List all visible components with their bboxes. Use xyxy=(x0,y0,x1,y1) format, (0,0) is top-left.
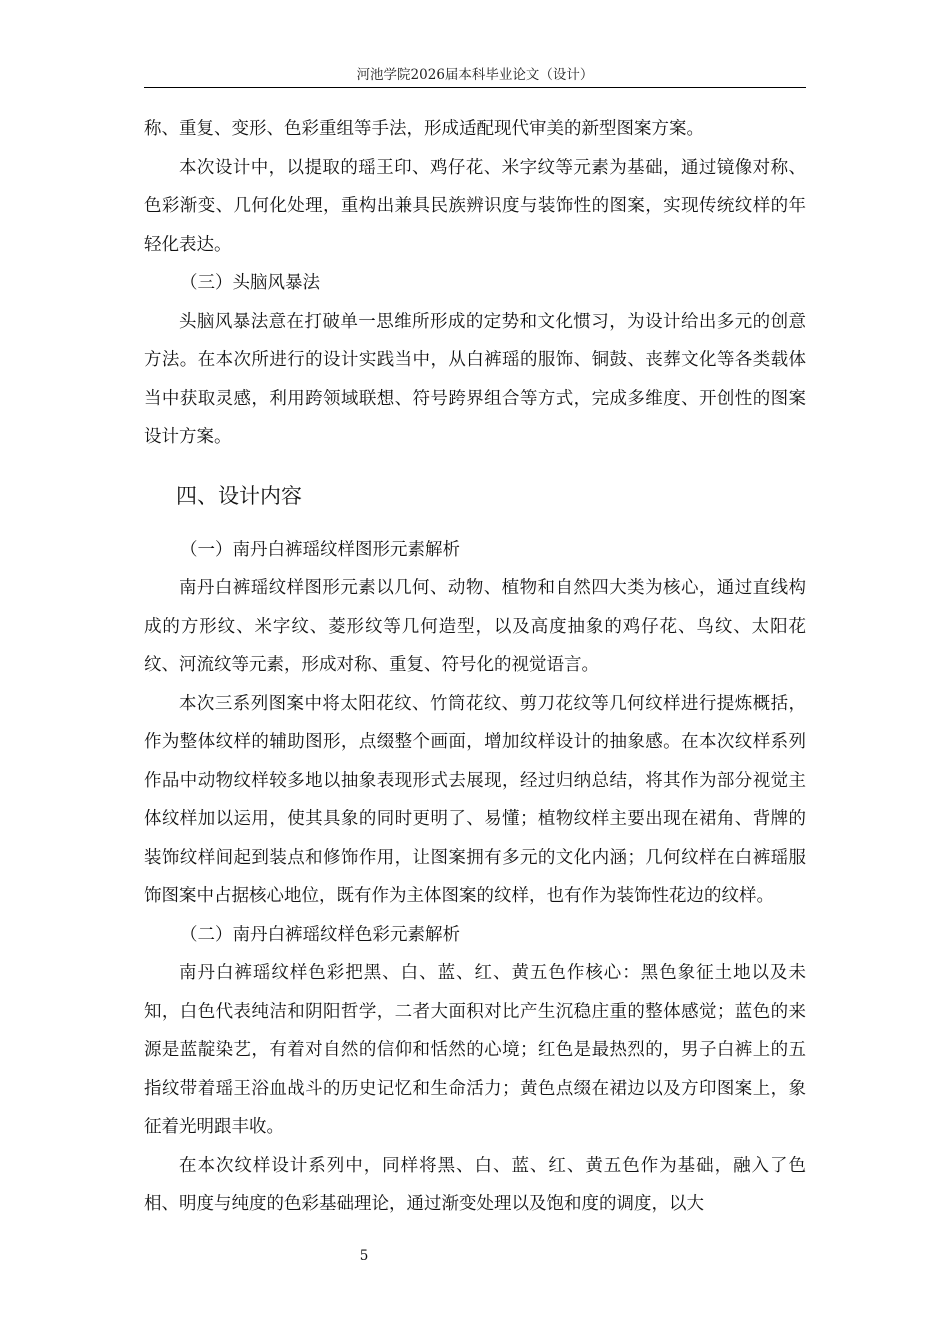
header-divider xyxy=(144,87,806,88)
page-number: 5 xyxy=(359,1248,369,1264)
subheading-graphic-elements: （一）南丹白裤瑶纹样图形元素解析 xyxy=(180,539,460,560)
paragraph-brainstorming: 头脑风暴法意在打破单一思维所形成的定势和文化惯习，为设计给出多元的创意方法。在本次所进行的设计实践当中，从白裤瑶的服饰、铜鼓、丧葬文化等各类载体当中获取灵感，利用跨领域联想、符号跨界组合等方式，完成多维度、开创性的图案设计方案。 xyxy=(144,311,806,447)
section-title-design-content: 四、设计内容 xyxy=(176,483,302,508)
paragraph-continuation: 称、重复、变形、色彩重组等手法，形成适配现代审美的新型图案方案。 xyxy=(144,119,704,139)
paragraph-series-patterns: 本次三系列图案中将太阳花纹、竹筒花纹、剪刀花纹等几何纹样进行提炼概括，作为整体纹样的辅助图形，点缀整个画面，增加纹样设计的抽象感。在本次纹样系列作品中动物纹样较多地以抽象表现形式去展现，经过归纳总结，将其作为部分视觉主体纹样加以运用，使其具象的同时更明了、易懂；植物纹样主要出现在裙角、背牌的装饰纹样间起到装点和修饰作用，让图案拥有多元的文化内涵；几何纹样在白裤瑶服饰图案中占据核心地位，既有作为主体图案的纹样，也有作为装饰性花边的纹样。 xyxy=(144,693,806,906)
subheading-color-elements: （二）南丹白裤瑶纹样色彩元素解析 xyxy=(180,924,460,945)
page-body xyxy=(144,110,806,1224)
paragraph-color-elements: 南丹白裤瑶纹样色彩把黑、白、蓝、红、黄五色作核心：黑色象征土地以及未知，白色代表纯洁和阴阳哲学，二者大面积对比产生沉稳庄重的整体感觉；蓝色的来源是蓝靛染艺，有着对自然的信仰和恬然的心境；红色是最热烈的，男子白裤上的五指纹带着瑶王浴血战斗的历史记忆和生命活力；黄色点缀在裙边以及方印图案上，象征着光明跟丰收。 xyxy=(144,963,806,1137)
page-header: 河池学院2026届本科毕业论文（设计） xyxy=(356,67,594,83)
paragraph-graphic-elements: 南丹白裤瑶纹样图形元素以几何、动物、植物和自然四大类为核心，通过直线构成的方形纹、米字纹、菱形纹等几何造型，以及高度抽象的鸡仔花、鸟纹、太阳花纹、河流纹等元素，形成对称、重复、符号化的视觉语言。 xyxy=(144,578,806,675)
paragraph-design-elements: 本次设计中，以提取的瑶王印、鸡仔花、米字纹等元素为基础，通过镜像对称、色彩渐变、几何化处理，重构出兼具民族辨识度与装饰性的图案，实现传统纹样的年轻化表达。 xyxy=(144,157,806,255)
paragraph-color-application: 在本次纹样设计系列中，同样将黑、白、蓝、红、黄五色作为基础，融入了色相、明度与纯度的色彩基础理论，通过渐变处理以及饱和度的调度，以大 xyxy=(144,1155,806,1214)
subheading-brainstorming: （三）头脑风暴法 xyxy=(180,273,320,293)
